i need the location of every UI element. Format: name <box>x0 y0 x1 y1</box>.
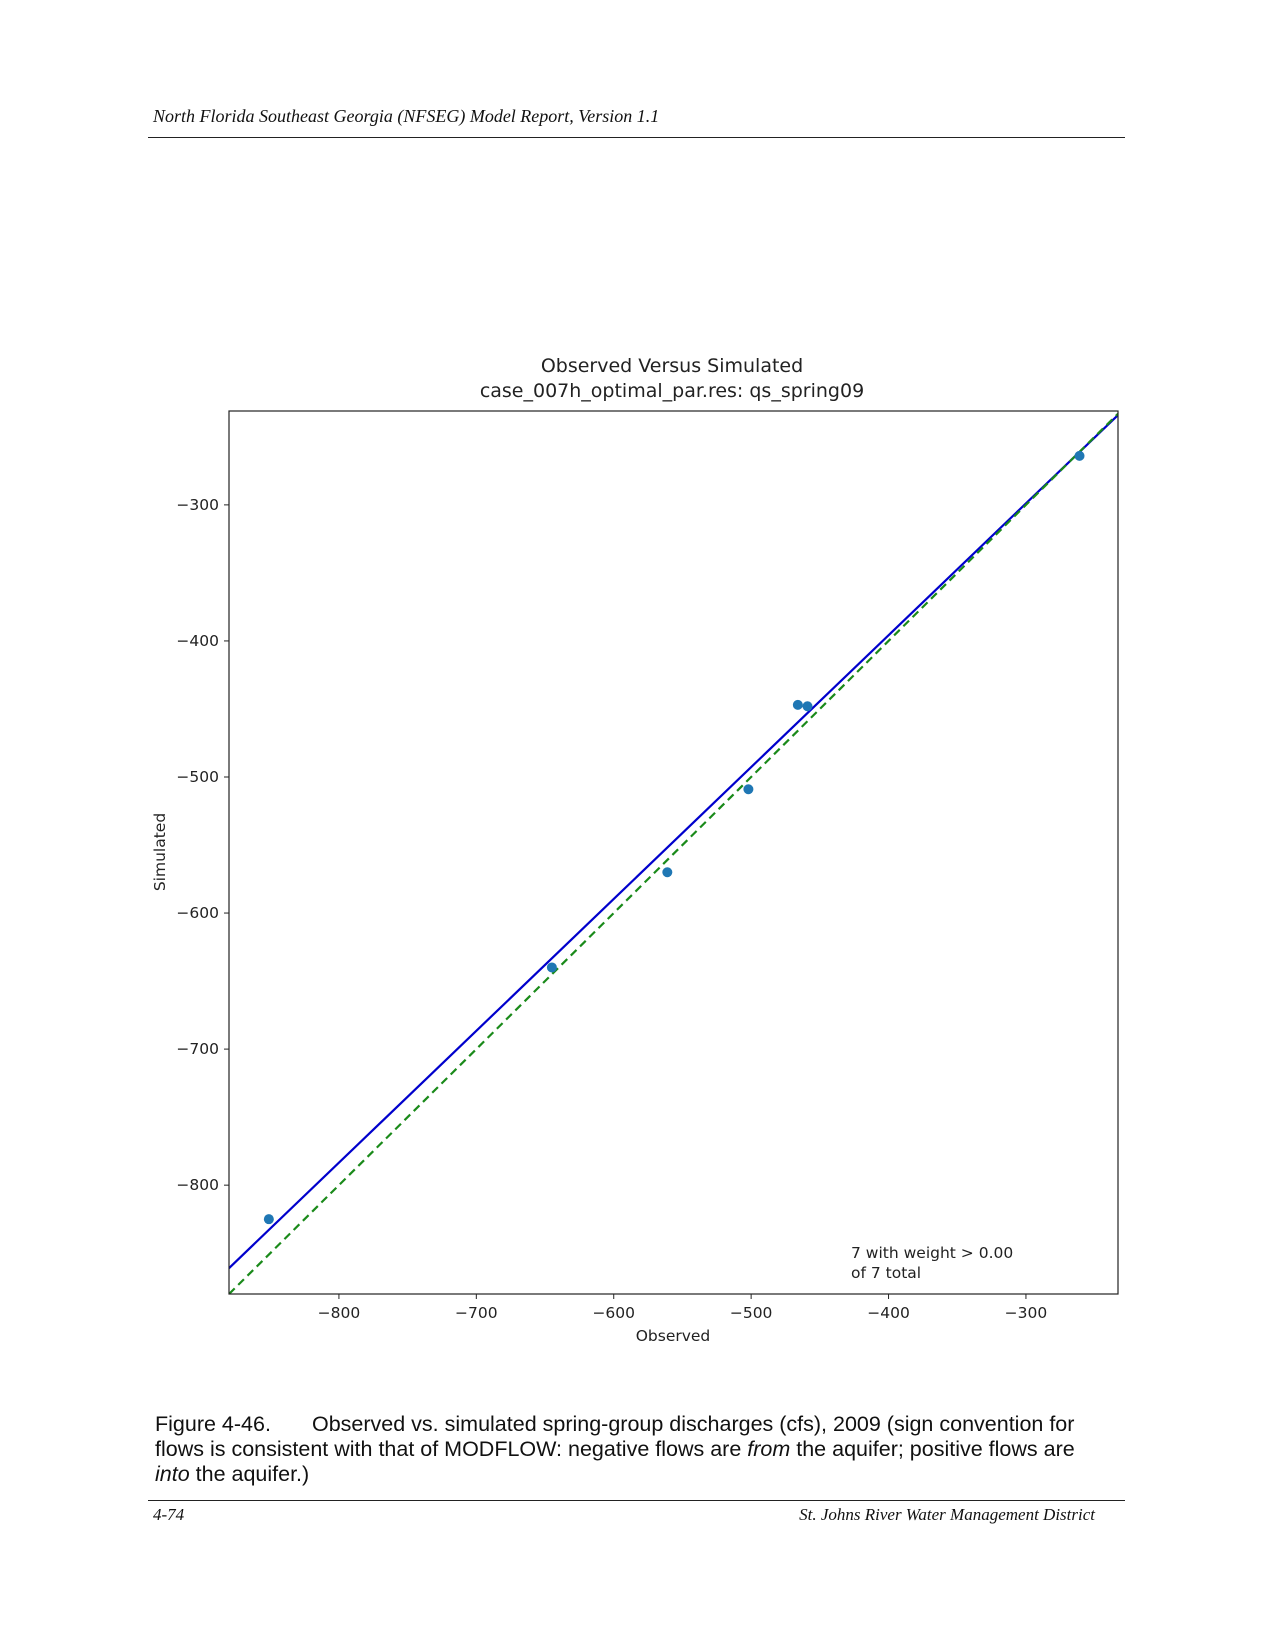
page-number: 4-74 <box>153 1505 185 1524</box>
y-tick-label: −300 <box>176 495 219 514</box>
y-tick-label: −600 <box>176 904 219 923</box>
one-to-one-line <box>229 414 1118 1294</box>
caption-emphasis-into: into <box>155 1462 190 1486</box>
data-point <box>793 700 803 710</box>
page-header: North Florida Southeast Georgia (NFSEG) Model Report, Version 1.1 <box>153 106 660 126</box>
y-tick-label: −400 <box>176 631 219 650</box>
caption-emphasis-from: from <box>747 1437 791 1461</box>
figure-label: Figure 4-46. <box>155 1412 271 1436</box>
footer-rule <box>148 1500 1125 1501</box>
data-point <box>1075 451 1085 461</box>
chart-subtitle: case_007h_optimal_par.res: qs_spring09 <box>479 380 865 402</box>
x-tick-label: −400 <box>867 1304 910 1322</box>
data-point <box>802 701 812 711</box>
caption-text-2: the aquifer; positive flows are <box>790 1437 1075 1461</box>
figure-caption <box>155 1412 1095 1487</box>
y-tick-label: −700 <box>176 1040 219 1059</box>
footer-organization: St. Johns River Water Management District <box>799 1505 1095 1524</box>
data-point <box>264 1214 274 1224</box>
data-point <box>743 784 753 794</box>
y-tick-label: −500 <box>176 767 219 786</box>
x-tick-label: −500 <box>729 1304 773 1322</box>
fit-line <box>229 415 1118 1268</box>
data-point <box>547 962 557 972</box>
caption-text-1: Observed vs. simulated spring-group discharges (cfs), 2009 (sign convention for flows is consistent with that of MODFLOW: negative flows are <box>155 1412 1075 1461</box>
annotation-line-2: of 7 total <box>851 1264 922 1282</box>
x-axis-label: Observed <box>635 1327 711 1345</box>
x-tick-label: −800 <box>317 1304 361 1322</box>
data-point <box>662 867 672 877</box>
x-tick-label: −700 <box>455 1304 498 1322</box>
y-axis-label: Simulated <box>151 812 169 892</box>
x-tick-label: −300 <box>1004 1304 1048 1322</box>
x-tick-label: −600 <box>592 1304 636 1322</box>
y-tick-label: −800 <box>176 1176 219 1195</box>
caption-text-3: the aquifer.) <box>189 1462 310 1486</box>
annotation-line-1: 7 with weight > 0.00 <box>851 1244 1014 1262</box>
chart-title: Observed Versus Simulated <box>540 355 804 377</box>
